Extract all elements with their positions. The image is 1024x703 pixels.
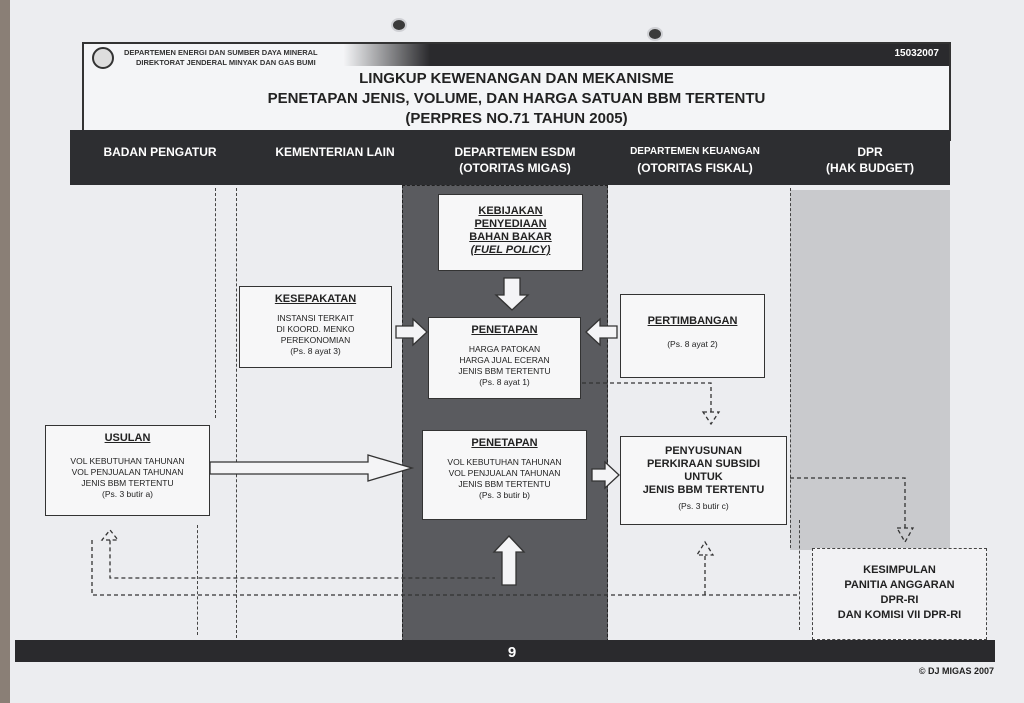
box-text: (Ps. 3 butir a) (101, 489, 154, 499)
box-text: VOL KEBUTUHAN TAHUNAN (70, 456, 185, 466)
box-title: PENETAPAN (471, 324, 538, 336)
column-label: BADAN PENGATUR (103, 145, 217, 159)
box-text: JENIS BBM TERTENTU (642, 484, 765, 496)
box-text: VOL PENJUALAN TAHUNAN (71, 467, 184, 477)
box-title: KESEPAKATAN (274, 293, 357, 305)
title-line-2: PENETAPAN JENIS, VOLUME, DAN HARGA SATUAN BBM TERTENTU (267, 90, 766, 107)
penyusunan-box (620, 436, 787, 525)
box-title: USULAN (104, 432, 151, 444)
box-text: (FUEL POLICY) (470, 244, 551, 256)
box-text: PENYUSUNAN (664, 445, 742, 457)
title-line-1: LINGKUP KEWENANGAN DAN MEKANISME (359, 70, 674, 87)
box-text: JENIS BBM TERTENTU (458, 366, 551, 376)
column-label: DEPARTEMEN KEUANGAN (630, 146, 760, 157)
box-text: JENIS BBM TERTENTU (458, 479, 551, 489)
box-title: PERTIMBANGAN (647, 315, 738, 327)
box-text: BAHAN BAKAR (469, 231, 552, 243)
fuel-policy-box (438, 194, 583, 271)
dashed-arrow-up (697, 542, 713, 595)
dashed-return-path (102, 530, 495, 578)
box-text: (Ps. 8 ayat 2) (667, 339, 718, 349)
column-label: DPR (857, 145, 883, 159)
usulan-box (45, 425, 210, 516)
box-text: (Ps. 3 butir c) (678, 501, 729, 511)
box-text: HARGA PATOKAN (468, 344, 541, 354)
penetapan-volume-box (422, 430, 587, 520)
box-text: DAN KOMISI VII DPR-RI (837, 609, 962, 621)
arrow-right (592, 462, 619, 488)
box-text: KEBIJAKAN (478, 205, 543, 217)
box-title: PENETAPAN (471, 437, 538, 449)
page-number: 9 (507, 644, 517, 661)
box-text: PERKIRAAN SUBSIDI (646, 458, 761, 470)
box-text: PENYEDIAAN (474, 218, 547, 230)
dashed-arrow-down (790, 478, 913, 542)
box-text: KESIMPULAN (863, 564, 936, 576)
dashed-arrow-down (582, 383, 719, 424)
box-text: UNTUK (684, 471, 723, 483)
box-text: (Ps. 8 ayat 1) (479, 377, 530, 387)
box-text: DPR-RI (880, 594, 919, 606)
box-text: VOL KEBUTUHAN TAHUNAN (447, 457, 562, 467)
arrow-down (496, 278, 528, 310)
column-sublabel: (HAK BUDGET) (826, 161, 914, 175)
dashed-return-path (92, 540, 800, 595)
column-label: DEPARTEMEN ESDM (454, 145, 576, 159)
box-text: VOL PENJUALAN TAHUNAN (448, 468, 561, 478)
box-text: PEREKONOMIAN (280, 335, 351, 345)
title-line-3: (PERPRES NO.71 TAHUN 2005) (405, 110, 628, 127)
column-sublabel: (OTORITAS FISKAL) (637, 161, 753, 175)
box-text: (Ps. 8 ayat 3) (290, 346, 341, 356)
dept-line-1: DEPARTEMEN ENERGI DAN SUMBER DAYA MINERAL (124, 48, 318, 57)
arrow-right-long (210, 455, 412, 481)
kesepakatan-box (239, 286, 392, 368)
arrow-right (396, 319, 427, 345)
arrow-left (586, 319, 617, 345)
column-sublabel: (OTORITAS MIGAS) (459, 161, 571, 175)
document-number: 15032007 (894, 48, 939, 59)
box-text: JENIS BBM TERTENTU (81, 478, 174, 488)
box-text: DI KOORD. MENKO (276, 324, 355, 334)
dept-line-2: DIREKTORAT JENDERAL MINYAK DAN GAS BUMI (136, 58, 316, 67)
copyright-text: © DJ MIGAS 2007 (918, 666, 994, 676)
penetapan-harga-box (428, 317, 581, 399)
box-text: HARGA JUAL ECERAN (459, 355, 550, 365)
box-text: (Ps. 3 butir b) (478, 490, 531, 500)
box-text: INSTANSI TERKAIT (277, 313, 354, 323)
box-text: PANITIA ANGGARAN (844, 579, 955, 591)
pertimbangan-box (620, 294, 765, 378)
arrow-up (494, 536, 524, 585)
column-label: KEMENTERIAN LAIN (275, 145, 395, 159)
kesimpulan-box (812, 548, 987, 640)
